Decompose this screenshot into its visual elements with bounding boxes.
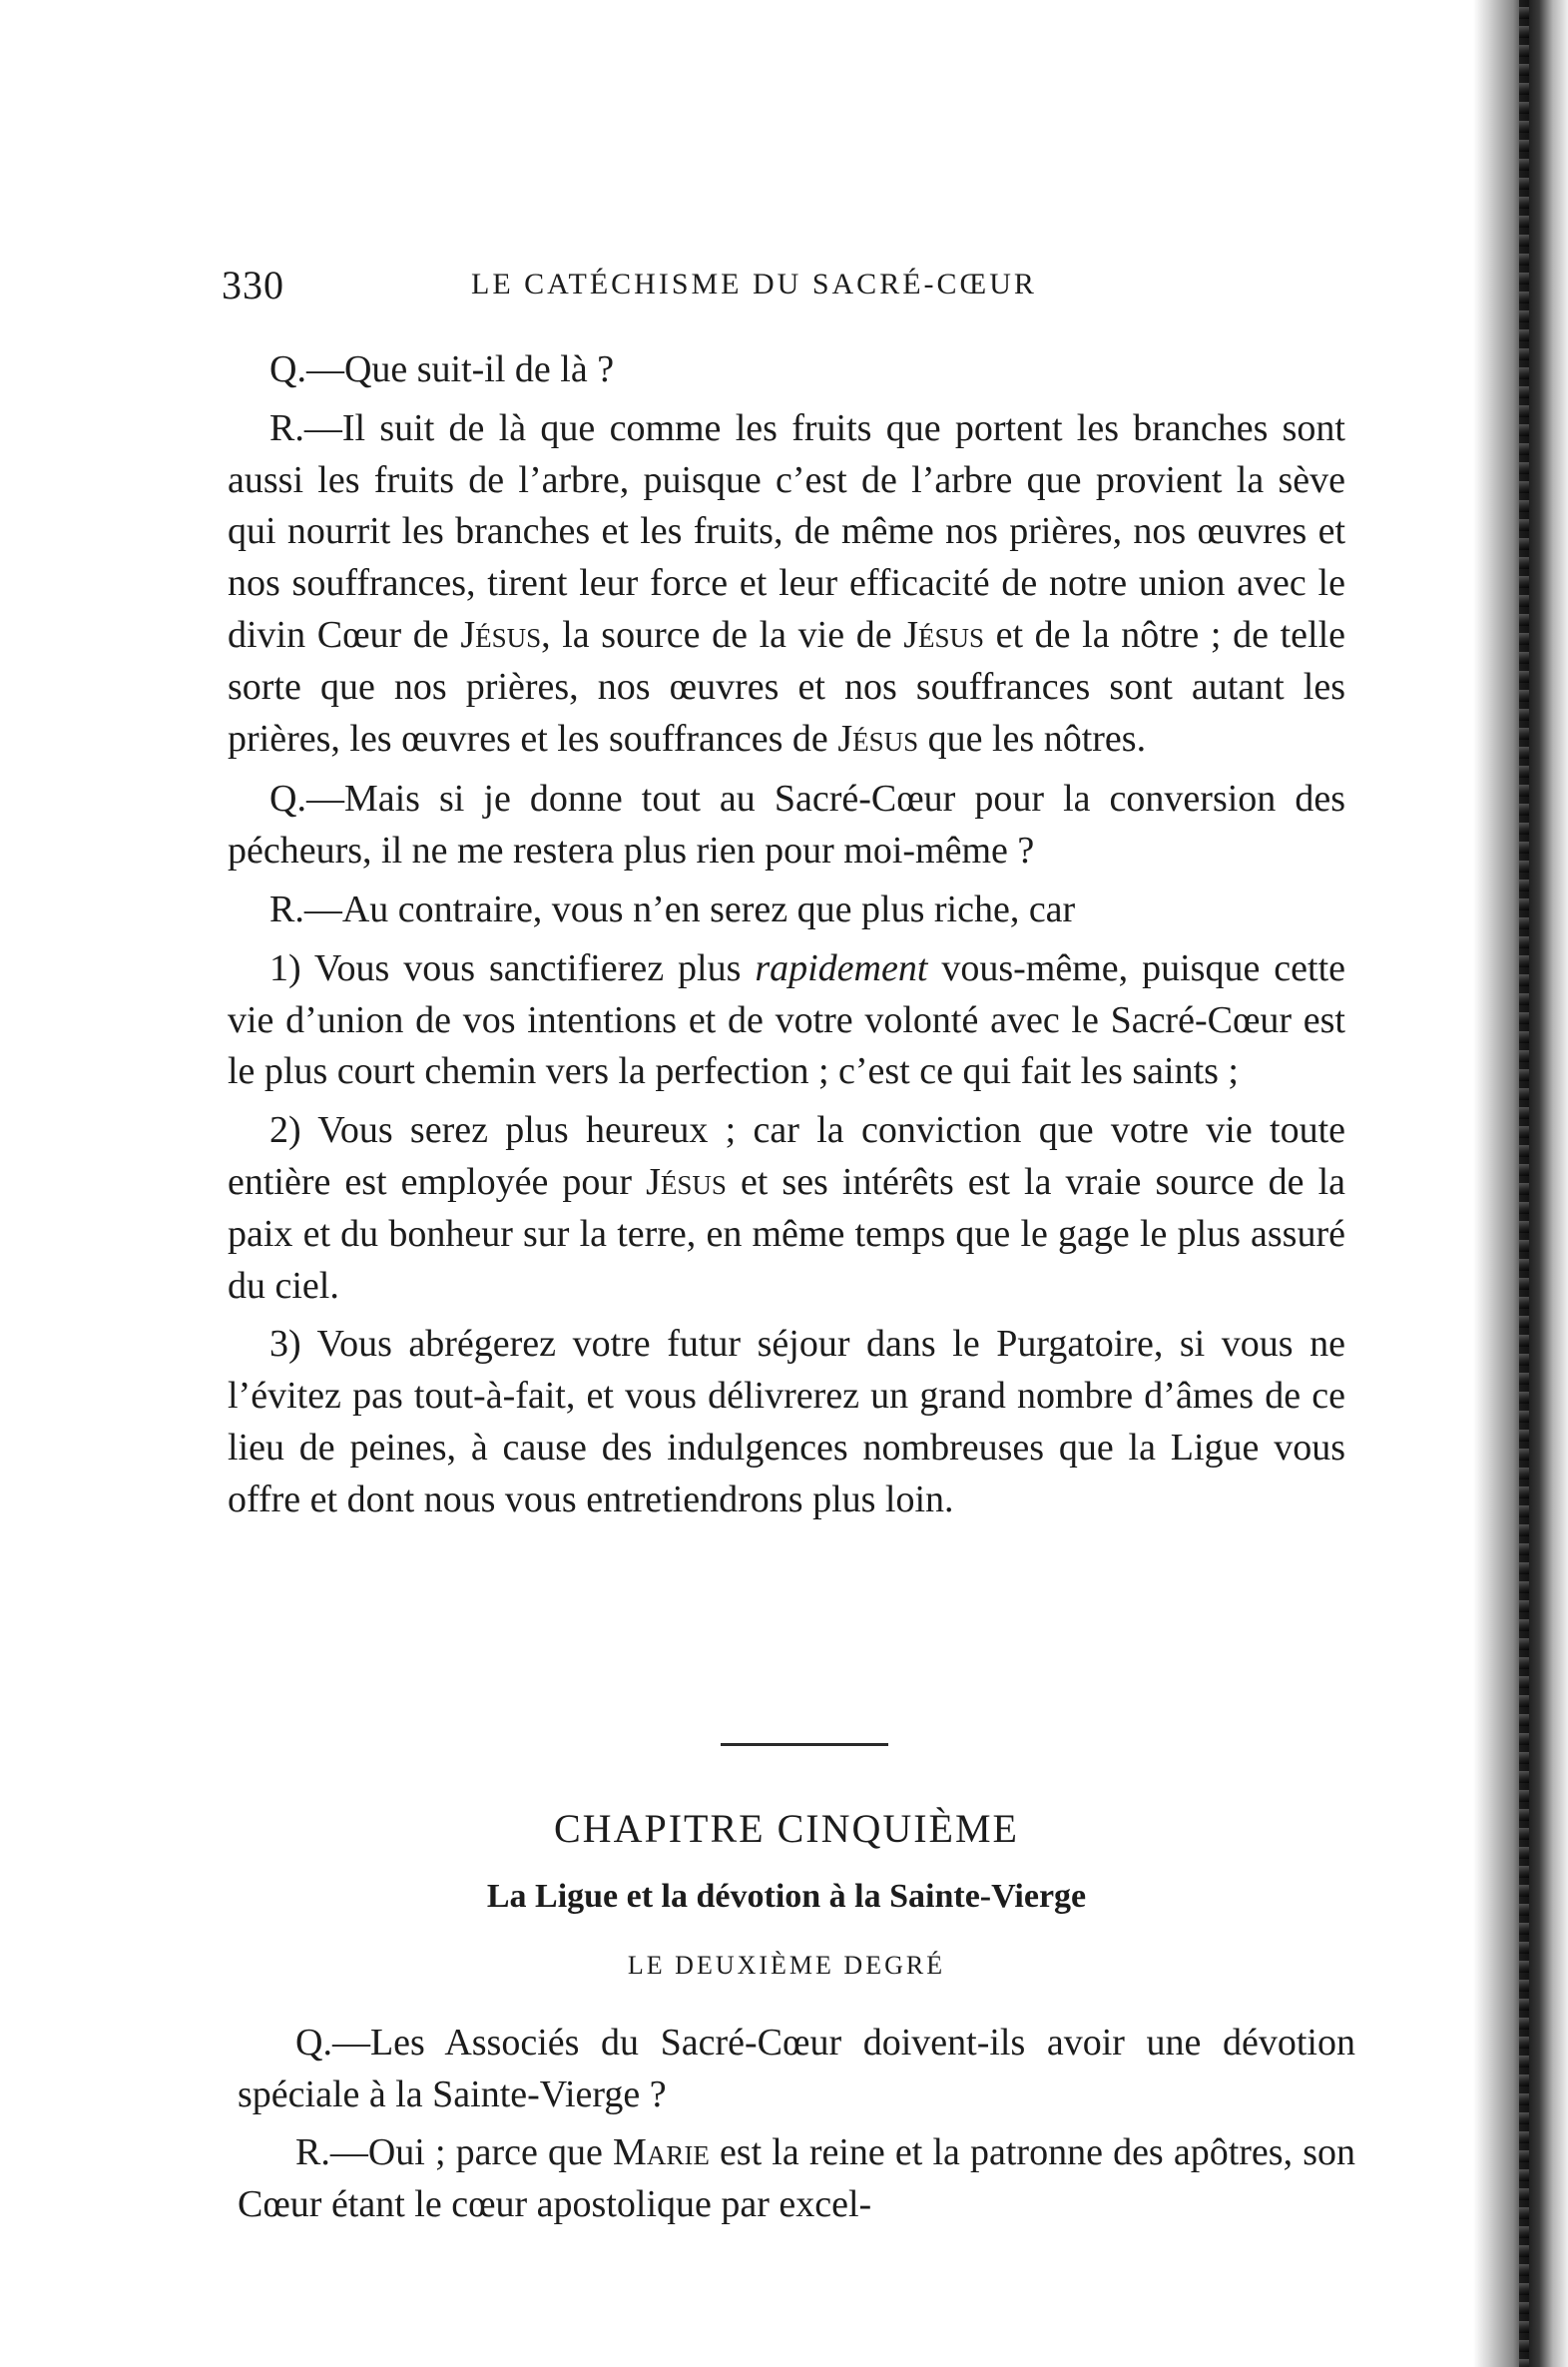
chapter-subtitle: La Ligue et la dévotion à la Sainte-Vierge bbox=[486, 1878, 1087, 1915]
point-1 bbox=[228, 943, 1345, 1098]
point-3: 3) Vous abrégerez votre futur séjour dans le Purgatoire, si vous ne l’évitez pas tout-à-fait, et vous délivrerez un grand nombre d’âmes de ce lieu de peines, à cause des indulgences nombreuses que la Ligue vous offre et dont nous vous entretiendrons plus loin. bbox=[228, 1323, 1345, 1520]
answer-1-part-a: R.—Il suit de là que comme les fruits que portent les branches sont aussi les fruits de l’arbre, puisque c’est de l’arbre que provient la sève qui nourrit les branches et les fruits, de même nos prières, nos œuvres et nos souffrances, tirent leur force et leur efficacité de notre union avec le divin Cœur de bbox=[228, 406, 1345, 656]
answer-3 bbox=[238, 2126, 1355, 2230]
answer-1 bbox=[228, 403, 1345, 766]
name-jesus: Jésus bbox=[837, 717, 919, 760]
question-2: Q.—Mais si je donne tout au Sacré-Cœur pour la conversion des pécheurs, il ne me restera plus rien pour moi-même ? bbox=[228, 778, 1345, 873]
main-text bbox=[228, 344, 1345, 1533]
page-number: 330 bbox=[222, 263, 284, 307]
point-2-part-b: et ses intérêts est la vraie source de la paix et du bonheur sur la terre, en même temps que le gage le plus assuré du ciel. bbox=[228, 1160, 1345, 1307]
page-header bbox=[222, 262, 1339, 311]
point-2 bbox=[228, 1105, 1345, 1312]
question-1: Q.—Que suit-il de là ? bbox=[269, 348, 615, 390]
page-binding-edge bbox=[1473, 0, 1568, 2367]
name-jesus: Jésus bbox=[460, 613, 542, 656]
answer-3-part-a: R.—Oui ; parce que bbox=[295, 2131, 614, 2173]
answer-1-part-d: que les nôtres. bbox=[918, 717, 1147, 760]
name-marie: Marie bbox=[613, 2131, 710, 2173]
point-2-part-a: 2) Vous serez plus heureux ; car la conviction que votre vie toute entière est employée pour bbox=[228, 1109, 1345, 1203]
question-3: Q.—Les Associés du Sacré-Cœur doivent-ils avoir une dévotion spéciale à la Sainte-Vierge ? bbox=[238, 2022, 1355, 2115]
point-1-part-a: 1) Vous vous sanctifierez plus bbox=[269, 946, 756, 989]
answer-1-part-c: et de la nôtre ; de telle sorte que nos prières, nos œuvres et nos souffrances sont autant les prières, les œuvres et les souffrances de bbox=[228, 613, 1345, 760]
section-divider bbox=[721, 1743, 888, 1746]
chapter-text bbox=[238, 2017, 1355, 2236]
answer-3-part-b: est la reine et la patronne des apôtres, son Cœur étant le cœur apostolique par excel- bbox=[238, 2131, 1355, 2225]
point-1-emphasis: rapidement bbox=[755, 946, 928, 989]
running-head: LE CATÉCHISME DU SACRÉ-CŒUR bbox=[471, 268, 1037, 300]
name-jesus: Jésus bbox=[646, 1160, 727, 1203]
point-1-part-b: vous-même, puisque cette vie d’union de vos intentions et de votre volonté avec le Sacré-Cœur est le plus court chemin vers la perfection ; c’est ce qui fait les saints ; bbox=[228, 946, 1345, 1093]
answer-1-part-b: , la source de la vie de bbox=[541, 613, 904, 656]
name-jesus: Jésus bbox=[903, 613, 984, 656]
answer-2: R.—Au contraire, vous n’en serez que plus riche, car bbox=[269, 888, 1076, 930]
degree-heading: LE DEUXIÈME DEGRÉ bbox=[627, 1951, 946, 1980]
chapter-title: CHAPITRE CINQUIÈME bbox=[554, 1806, 1019, 1851]
